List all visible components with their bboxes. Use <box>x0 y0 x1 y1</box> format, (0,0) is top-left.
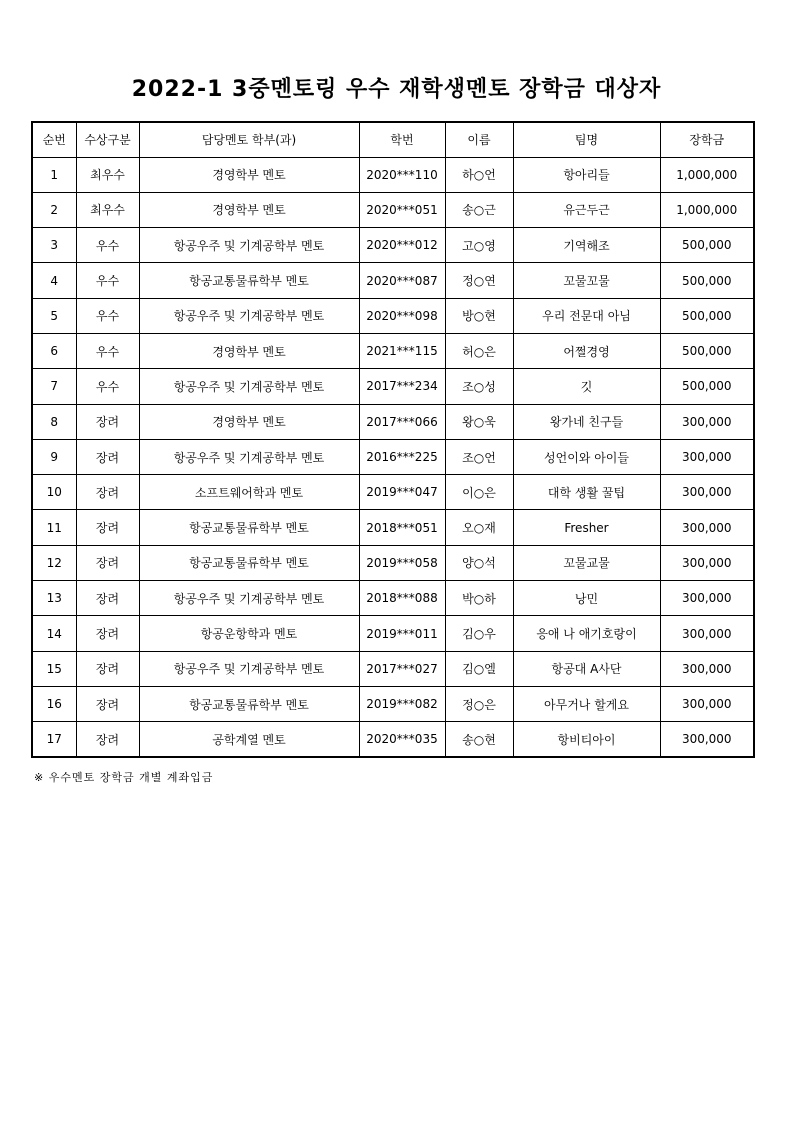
cell-student-id: 2017***066 <box>359 404 445 439</box>
cell-scholarship: 500,000 <box>660 228 754 263</box>
header-department: 담당멘토 학부(과) <box>139 122 359 157</box>
cell-team: 유근두근 <box>513 192 660 227</box>
table-row <box>32 333 754 368</box>
cell-scholarship: 500,000 <box>660 333 754 368</box>
cell-scholarship: 300,000 <box>660 439 754 474</box>
cell-award: 장려 <box>76 439 139 474</box>
cell-award: 장려 <box>76 722 139 757</box>
cell-award: 장려 <box>76 510 139 545</box>
cell-award: 우수 <box>76 333 139 368</box>
cell-department: 항공운항학과 멘토 <box>139 616 359 651</box>
cell-index: 9 <box>32 439 76 474</box>
cell-index: 4 <box>32 263 76 298</box>
table-row <box>32 228 754 263</box>
cell-student-id: 2020***035 <box>359 722 445 757</box>
cell-team: 꼬물교물 <box>513 545 660 580</box>
cell-award: 장려 <box>76 616 139 651</box>
cell-team: 깃 <box>513 369 660 404</box>
cell-index: 11 <box>32 510 76 545</box>
cell-department: 경영학부 멘토 <box>139 404 359 439</box>
cell-student-id: 2016***225 <box>359 439 445 474</box>
table-row <box>32 510 754 545</box>
table-row <box>32 263 754 298</box>
cell-scholarship: 300,000 <box>660 545 754 580</box>
cell-student-id: 2020***110 <box>359 157 445 192</box>
cell-index: 10 <box>32 475 76 510</box>
table-row <box>32 369 754 404</box>
cell-index: 2 <box>32 192 76 227</box>
cell-index: 6 <box>32 333 76 368</box>
cell-award: 장려 <box>76 581 139 616</box>
cell-award: 장려 <box>76 475 139 510</box>
cell-award: 장려 <box>76 404 139 439</box>
cell-name: 허○은 <box>445 333 513 368</box>
cell-name: 송○현 <box>445 722 513 757</box>
header-scholarship: 장학금 <box>660 122 754 157</box>
table-row <box>32 581 754 616</box>
scholarship-table <box>31 121 755 758</box>
cell-student-id: 2018***088 <box>359 581 445 616</box>
table-row <box>32 298 754 333</box>
cell-scholarship: 500,000 <box>660 369 754 404</box>
header-index: 순번 <box>32 122 76 157</box>
cell-scholarship: 500,000 <box>660 298 754 333</box>
cell-team: 왕가네 친구들 <box>513 404 660 439</box>
cell-scholarship: 300,000 <box>660 510 754 545</box>
cell-team: 우리 전문대 아님 <box>513 298 660 333</box>
cell-name: 하○언 <box>445 157 513 192</box>
table-row <box>32 192 754 227</box>
cell-award: 우수 <box>76 298 139 333</box>
cell-award: 장려 <box>76 545 139 580</box>
cell-index: 7 <box>32 369 76 404</box>
cell-award: 우수 <box>76 369 139 404</box>
cell-name: 이○은 <box>445 475 513 510</box>
table-header-row <box>32 122 754 157</box>
table-row <box>32 404 754 439</box>
table-row <box>32 651 754 686</box>
cell-student-id: 2018***051 <box>359 510 445 545</box>
cell-student-id: 2021***115 <box>359 333 445 368</box>
cell-department: 항공교통물류학부 멘토 <box>139 686 359 721</box>
cell-index: 14 <box>32 616 76 651</box>
cell-index: 17 <box>32 722 76 757</box>
page-title: 2022-1 3중멘토링 우수 재학생멘토 장학금 대상자 <box>131 77 662 102</box>
cell-index: 15 <box>32 651 76 686</box>
footnote: ※ 우수멘토 장학금 개별 계좌입금 <box>34 771 214 784</box>
cell-department: 항공교통물류학부 멘토 <box>139 510 359 545</box>
cell-team: 항아리들 <box>513 157 660 192</box>
cell-index: 16 <box>32 686 76 721</box>
cell-team: 성언이와 아이들 <box>513 439 660 474</box>
cell-scholarship: 300,000 <box>660 475 754 510</box>
cell-scholarship: 300,000 <box>660 651 754 686</box>
cell-student-id: 2020***012 <box>359 228 445 263</box>
cell-department: 경영학부 멘토 <box>139 157 359 192</box>
table-row <box>32 545 754 580</box>
cell-scholarship: 300,000 <box>660 686 754 721</box>
cell-department: 항공교통물류학부 멘토 <box>139 263 359 298</box>
cell-name: 방○현 <box>445 298 513 333</box>
cell-scholarship: 300,000 <box>660 581 754 616</box>
cell-index: 3 <box>32 228 76 263</box>
cell-name: 오○재 <box>445 510 513 545</box>
cell-department: 항공우주 및 기계공학부 멘토 <box>139 439 359 474</box>
cell-student-id: 2017***027 <box>359 651 445 686</box>
cell-student-id: 2020***087 <box>359 263 445 298</box>
cell-index: 8 <box>32 404 76 439</box>
cell-department: 항공우주 및 기계공학부 멘토 <box>139 298 359 333</box>
table-body <box>32 157 754 757</box>
cell-name: 박○하 <box>445 581 513 616</box>
cell-student-id: 2019***047 <box>359 475 445 510</box>
table-row <box>32 475 754 510</box>
cell-award: 최우수 <box>76 157 139 192</box>
cell-index: 1 <box>32 157 76 192</box>
cell-team: 대학 생활 꿀팁 <box>513 475 660 510</box>
cell-student-id: 2017***234 <box>359 369 445 404</box>
cell-name: 고○영 <box>445 228 513 263</box>
cell-team: 낭민 <box>513 581 660 616</box>
cell-team: 꼬물꼬물 <box>513 263 660 298</box>
cell-name: 송○근 <box>445 192 513 227</box>
cell-name: 조○언 <box>445 439 513 474</box>
cell-award: 장려 <box>76 651 139 686</box>
cell-team: Fresher <box>513 510 660 545</box>
cell-scholarship: 500,000 <box>660 263 754 298</box>
cell-index: 5 <box>32 298 76 333</box>
cell-name: 정○연 <box>445 263 513 298</box>
cell-department: 소프트웨어학과 멘토 <box>139 475 359 510</box>
cell-student-id: 2019***011 <box>359 616 445 651</box>
table-row <box>32 686 754 721</box>
cell-student-id: 2020***098 <box>359 298 445 333</box>
table-row <box>32 439 754 474</box>
cell-scholarship: 300,000 <box>660 404 754 439</box>
cell-department: 경영학부 멘토 <box>139 192 359 227</box>
header-name: 이름 <box>445 122 513 157</box>
cell-team: 어쩔경영 <box>513 333 660 368</box>
cell-name: 김○엘 <box>445 651 513 686</box>
cell-scholarship: 1,000,000 <box>660 157 754 192</box>
cell-index: 13 <box>32 581 76 616</box>
table-row <box>32 722 754 757</box>
cell-award: 장려 <box>76 686 139 721</box>
cell-scholarship: 300,000 <box>660 616 754 651</box>
cell-department: 공학계열 멘토 <box>139 722 359 757</box>
cell-name: 정○은 <box>445 686 513 721</box>
cell-department: 항공우주 및 기계공학부 멘토 <box>139 228 359 263</box>
cell-department: 항공우주 및 기계공학부 멘토 <box>139 651 359 686</box>
cell-department: 항공교통물류학부 멘토 <box>139 545 359 580</box>
cell-department: 항공우주 및 기계공학부 멘토 <box>139 581 359 616</box>
table-row <box>32 616 754 651</box>
table-row <box>32 157 754 192</box>
cell-team: 항비티아이 <box>513 722 660 757</box>
cell-award: 최우수 <box>76 192 139 227</box>
cell-student-id: 2019***082 <box>359 686 445 721</box>
cell-scholarship: 1,000,000 <box>660 192 754 227</box>
cell-department: 항공우주 및 기계공학부 멘토 <box>139 369 359 404</box>
header-team: 팀명 <box>513 122 660 157</box>
cell-award: 우수 <box>76 228 139 263</box>
cell-student-id: 2020***051 <box>359 192 445 227</box>
cell-student-id: 2019***058 <box>359 545 445 580</box>
cell-team: 항공대 A사단 <box>513 651 660 686</box>
cell-team: 응애 나 애기호랑이 <box>513 616 660 651</box>
cell-index: 12 <box>32 545 76 580</box>
cell-name: 왕○욱 <box>445 404 513 439</box>
cell-award: 우수 <box>76 263 139 298</box>
cell-name: 조○성 <box>445 369 513 404</box>
header-student-id: 학번 <box>359 122 445 157</box>
cell-scholarship: 300,000 <box>660 722 754 757</box>
cell-team: 아무거나 할게요 <box>513 686 660 721</box>
cell-team: 기역해조 <box>513 228 660 263</box>
cell-department: 경영학부 멘토 <box>139 333 359 368</box>
cell-name: 양○석 <box>445 545 513 580</box>
cell-name: 김○우 <box>445 616 513 651</box>
header-award: 수상구분 <box>76 122 139 157</box>
